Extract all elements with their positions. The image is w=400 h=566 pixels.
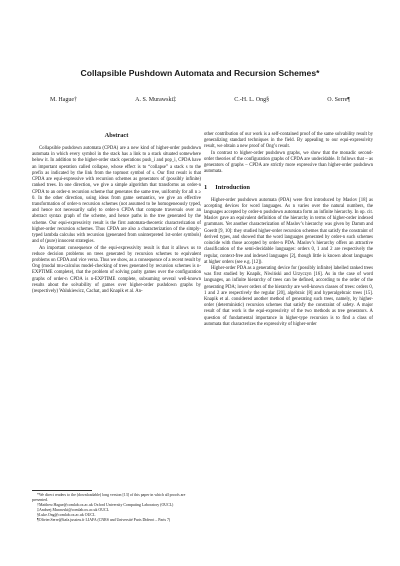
body-paragraph: Higher-order pushdown automata (PDA) were first introduced by Maslov [18] as accepting devices for word languages. As n varies over the natural numbers, the languages accepted by order-n pushdown automata form an infinite hierarchy. In op. cit. Maslov gave an equivalent definition of the hierarchy in terms of higher-order indexed grammars. Yet another characterization of Maslov’s hierarchy was given by Damm and Goerdt [9, 10]: they studied higher-order recursion schemes that satisfy the constraint of derived types, and showed that the word languages generated by order-n such schemes coincide with those accepted by order-n PDA. Maslov’s hierarchy offers an attractive classification of the semi-decidable languages: orders 0, 1 and 2 are respectively the regular, context-free and indexed languages [2], though little is known about languages at higher orders (see e.g. [12]). bbox=[204, 197, 373, 265]
section-number: 1 bbox=[204, 183, 208, 191]
section-heading bbox=[204, 184, 373, 192]
paper-title: Collapsible Pushdown Automata and Recursion Schemes* bbox=[80, 68, 320, 78]
section-title: Introduction bbox=[215, 183, 250, 191]
footnote: ‡Andrzej.Murawski@comlab.ox.ac.uk OUCL bbox=[37, 508, 109, 512]
left-column bbox=[32, 132, 201, 295]
footnote: *We direct readers to the (downloadable) long version [13] of this paper in which all proofs are presented. bbox=[32, 493, 186, 502]
body-paragraph: Higher-order PDA as a generating device for (possibly infinite) labelled ranked trees was first studied by Knapik, Niwiński and Urzyczyn [16]. As in the case of word languages, an infinite hierarchy of trees can be defined, according to the order of the generating PDA; lower orders of the hierarchy are well-known classes of trees: orders 0, 1 and 2 are respectively the regular [20], algebraic [8] and hyperalgebraic trees [15]. Knapik et al. considered another method of generating such trees, namely, by higher-order (deterministic) recursion schemes that satisfy the constraint of safety. A major result of that work is the equi-expressivity of the two methods as tree generators. A question of fundamental importance in higher-type recursion is to find a class of automata that characterizes the expressivity of higher-order bbox=[204, 265, 373, 327]
author-name: O. Serre¶ bbox=[327, 97, 350, 103]
author-name: A. S. Murawski‡ bbox=[135, 97, 177, 103]
footnote-rule bbox=[32, 490, 92, 491]
author-name: C.-H. L. Ong§ bbox=[234, 97, 270, 103]
author-list bbox=[50, 97, 350, 103]
abstract-paragraph: An important consequence of the equi-expressivity result is that it allows us to reduce decision problems on trees generated by recursion schemes to equivalent problems on CPDA and vice versa. Thus we show, as a consequence of a recent result by Ong (modal mu-calculus model-checking of trees generated by recursion schemes is n-EXPTIME complete), that the problem of solving parity games over the configuration graphs of order-n CPDA is n-EXPTIME complete, subsuming several well-known results about the solvability of games over higher-order pushdown graphs by (respectively) Walukiewicz, Cachat, and Knapik et al. An- bbox=[32, 245, 201, 295]
author-name: M. Hague† bbox=[50, 97, 77, 103]
footnote: §Luke.Ong@comlab.ox.ac.uk OUCL bbox=[37, 513, 96, 517]
footnote: ¶Olivier.Serre@liafa.jussieu.fr LIAFA (CNRS and Université Paris Diderot – Paris 7) bbox=[37, 518, 171, 522]
body-paragraph: In contrast to higher-order pushdown graphs, we show that the monadic second-order theories of the configuration graphs of CPDA are undecidable. It follows that – as generators of graphs – CPDA are strictly more expressive than higher-order pushdown automata. bbox=[204, 150, 373, 175]
footnotes bbox=[32, 490, 201, 523]
footnote: †Matthew.Hague@comlab.ox.ac.uk Oxford University Computing Laboratory (OUCL) bbox=[37, 503, 174, 507]
abstract-paragraph: Collapsible pushdown automata (CPDA) are a new kind of higher-order pushdown automata in which every symbol in the stack has a link to a stack situated somewhere below it. In addition to the higher-order stack operations push_i and pop_i, CPDA have an important operation called collapse, whose effect is to “collapse” a stack s to the prefix as indicated by the link from the topmost symbol of s. Our first result is that CPDA are equi-expressive with recursion schemes as generators of (possibly infinite) ranked trees. In one direction, we give a simple algorithm that transforms an order-n CPDA to an order-n recursion scheme that generates the same tree, uniformly for all n ≥ 0. In the other direction, using ideas from game semantics, we give an effective transformation of order-n recursion schemes (not assumed to be homogeneously typed, and hence not necessarily safe) to order-n CPDA that compute traversals over an abstract syntax graph of the scheme, and hence paths in the tree generated by the scheme. Our equi-expressivity result is the first automata-theoretic characterization of higher-order recursion schemes. Thus CPDA are also a characterization of the simply-typed lambda calculus with recursion (generated from uninterpreted 1st-order symbols) and of (pure) innocent strategies. bbox=[32, 146, 201, 245]
abstract-heading: Abstract bbox=[104, 132, 129, 139]
body-paragraph: other contribution of our work is a self-contained proof of the same solvability result by generalizing standard techniques in the field. By appealing to our equi-expressivity result, we obtain a new proof of Ong’s result. bbox=[204, 132, 373, 150]
right-column bbox=[204, 132, 373, 328]
